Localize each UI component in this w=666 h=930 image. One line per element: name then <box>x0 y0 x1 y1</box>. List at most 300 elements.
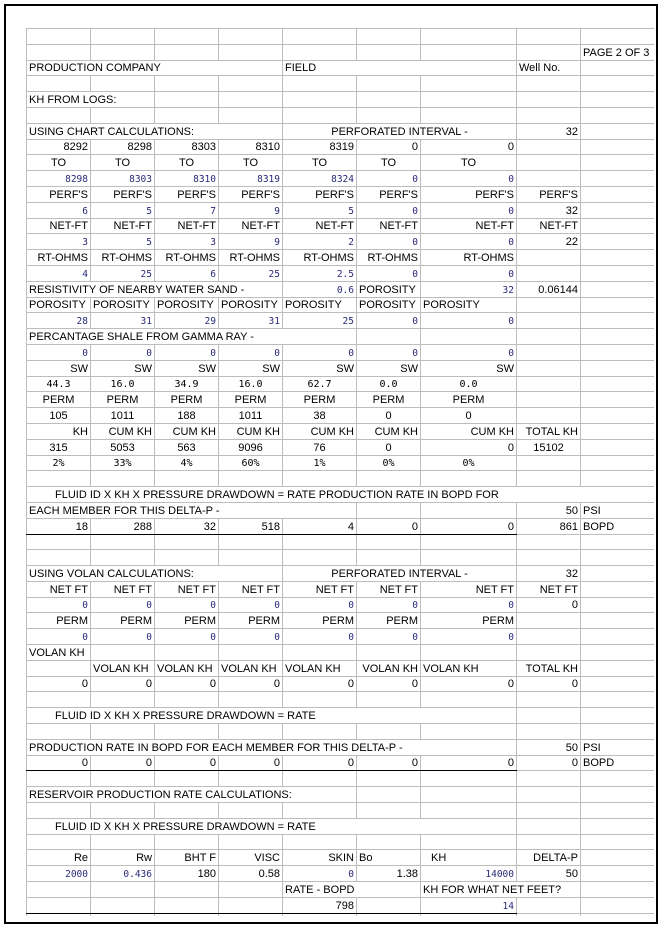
perfs-label: PERF'S <box>517 186 581 202</box>
volan-kh-value: 0 <box>357 676 421 692</box>
delta-p-value: 50 <box>517 866 581 882</box>
perfs-total: 32 <box>517 202 581 218</box>
perm-label: PERM <box>27 392 91 408</box>
perm-label: PERM <box>357 392 421 408</box>
volan-kh-value: 0 <box>283 676 357 692</box>
porosity-input[interactable]: 31 <box>91 313 155 329</box>
sw-label: SW <box>219 360 283 376</box>
row <box>27 250 655 266</box>
row <box>27 281 655 297</box>
to-label: TO <box>219 155 283 171</box>
volan-kh-label: VOLAN KH <box>421 660 517 676</box>
netft-label: NET-FT <box>27 218 91 234</box>
row <box>27 60 655 76</box>
rate-bopd-label: RATE - BOPD <box>283 882 421 898</box>
volan-netft-label: NET FT <box>421 581 517 597</box>
row <box>27 186 655 202</box>
row <box>27 850 655 866</box>
well-label: Well No. <box>517 60 581 76</box>
rt-input[interactable]: 25 <box>219 265 283 281</box>
volan-netft-label: NET FT <box>357 581 421 597</box>
porosity-input[interactable]: 29 <box>155 313 219 329</box>
net-feet-input[interactable]: 14 <box>421 897 517 913</box>
row <box>27 234 655 250</box>
kh-value: 9096 <box>219 439 283 455</box>
row <box>27 771 655 787</box>
row <box>27 123 655 139</box>
rate-value: 18 <box>27 518 91 534</box>
kh-value: 0 <box>421 439 517 455</box>
volan-netft-label: NET FT <box>27 581 91 597</box>
perfs-label: PERF'S <box>357 186 421 202</box>
porosity-label: POROSITY <box>357 281 421 297</box>
shale-input[interactable]: 0 <box>155 344 219 360</box>
porosity-label: POROSITY <box>27 297 91 313</box>
perm-value: 1011 <box>91 408 155 424</box>
volan-netft-input[interactable]: 0 <box>357 597 421 613</box>
row <box>27 692 655 708</box>
volan-netft-label: NET FT <box>155 581 219 597</box>
kh-value: 76 <box>283 439 357 455</box>
perfs-label: PERF'S <box>283 186 357 202</box>
row <box>27 739 655 755</box>
sw-value: 16.0 <box>91 376 155 392</box>
row <box>27 139 655 155</box>
netft-label: NET-FT <box>421 218 517 234</box>
kh-label: KH <box>27 423 91 439</box>
row <box>27 423 655 439</box>
volan-rate-value: 0 <box>283 755 357 771</box>
volan-kh-total: 0 <box>517 676 581 692</box>
porosity-input[interactable]: 31 <box>219 313 283 329</box>
perfs-label: PERF'S <box>421 186 517 202</box>
volan-section-title: USING VOLAN CALCULATIONS: <box>27 566 283 582</box>
top-depth: 8292 <box>27 139 91 155</box>
visc-value: 0.58 <box>219 866 283 882</box>
kh-percent: 0% <box>357 455 421 471</box>
volan-perm-label: PERM <box>421 613 517 629</box>
row <box>27 502 655 518</box>
netft-input[interactable]: 5 <box>91 234 155 250</box>
perm-value: 105 <box>27 408 91 424</box>
row <box>27 218 655 234</box>
rt-input[interactable]: 2.5 <box>283 265 357 281</box>
perfs-input[interactable]: 6 <box>27 202 91 218</box>
volan-netft-label: NET FT <box>219 581 283 597</box>
kh-value: 5053 <box>91 439 155 455</box>
netft-input[interactable]: 2 <box>283 234 357 250</box>
water-sand-input[interactable]: 0.6 <box>283 281 357 297</box>
to-label: TO <box>155 155 219 171</box>
netft-total: 22 <box>517 234 581 250</box>
porosity-input[interactable]: 25 <box>283 313 357 329</box>
shale-input[interactable]: 0 <box>357 344 421 360</box>
perm-value: 1011 <box>219 408 283 424</box>
re-label: Re <box>27 850 91 866</box>
bo-value: 1.38 <box>357 866 421 882</box>
to-label: TO <box>421 155 517 171</box>
cumkh-label: CUM KH <box>421 423 517 439</box>
row <box>27 471 655 487</box>
perfs-input[interactable]: 5 <box>91 202 155 218</box>
perm-value: 0 <box>357 408 421 424</box>
row <box>27 787 655 803</box>
volan-netft-label: NET FT <box>91 581 155 597</box>
cumkh-label: CUM KH <box>91 423 155 439</box>
bottom-depth-input[interactable]: 0 <box>357 171 421 187</box>
volan-perf-interval-value: 32 <box>517 566 581 582</box>
rt-input[interactable]: 6 <box>155 265 219 281</box>
row <box>27 629 655 645</box>
volan-kh-value: 0 <box>219 676 283 692</box>
row <box>27 897 655 913</box>
sw-label: SW <box>27 360 91 376</box>
netft-label: NET-FT <box>283 218 357 234</box>
row <box>27 171 655 187</box>
volan-rate-value: 0 <box>27 755 91 771</box>
volan-kh-label: VOLAN KH <box>27 645 91 661</box>
volan-kh-label: VOLAN KH <box>91 660 155 676</box>
porosity-input[interactable]: 0 <box>421 313 517 329</box>
row <box>27 834 655 850</box>
row <box>27 92 655 108</box>
row <box>27 518 655 534</box>
volan-kh-value: 0 <box>155 676 219 692</box>
netft-label: NET-FT <box>357 218 421 234</box>
porosity-label: POROSITY <box>155 297 219 313</box>
rt-label: RT-OHMS <box>155 250 219 266</box>
volan-netft-total: 0 <box>517 597 581 613</box>
netft-label: NET-FT <box>219 218 283 234</box>
sw-label: SW <box>357 360 421 376</box>
rate-value: 288 <box>91 518 155 534</box>
delta-p-label: EACH MEMBER FOR THIS DELTA-P - <box>27 502 357 518</box>
perf-interval-label: PERFORATED INTERVAL - <box>283 123 517 139</box>
sw-label: SW <box>91 360 155 376</box>
shale-input[interactable]: 0 <box>27 344 91 360</box>
rw-input[interactable]: 0.436 <box>91 866 155 882</box>
company-label: PRODUCTION COMPANY <box>27 60 283 76</box>
porosity-total-input[interactable]: 32 <box>421 281 517 297</box>
net-feet-label: KH FOR WHAT NET FEET? <box>421 882 581 898</box>
kh-input[interactable]: 14000 <box>421 866 517 882</box>
to-label: TO <box>27 155 91 171</box>
visc-label: VISC <box>219 850 283 866</box>
bottom-depth-input[interactable]: 8324 <box>283 171 357 187</box>
volan-perm-label: PERM <box>219 613 283 629</box>
volan-kh-value: 0 <box>421 676 517 692</box>
row <box>27 866 655 882</box>
volan-perm-input[interactable]: 0 <box>421 629 517 645</box>
delta-p-value: 50 <box>517 502 581 518</box>
sw-value: 34.9 <box>155 376 219 392</box>
sw-value: 44.3 <box>27 376 91 392</box>
page-number: PAGE 2 OF 3 <box>581 44 655 60</box>
bottom-depth-input[interactable]: 8298 <box>27 171 91 187</box>
rt-label: RT-OHMS <box>421 250 517 266</box>
bht-value: 180 <box>155 866 219 882</box>
volan-perm-input[interactable]: 0 <box>155 629 219 645</box>
netft-label: NET-FT <box>155 218 219 234</box>
perfs-input[interactable]: 9 <box>219 202 283 218</box>
volan-kh-value: 0 <box>27 676 91 692</box>
volan-bopd-unit: BOPD <box>581 755 655 771</box>
volan-netft-label: NET FT <box>517 581 581 597</box>
volan-perm-input[interactable]: 0 <box>91 629 155 645</box>
row <box>27 44 655 60</box>
volan-delta-p: 50 <box>517 739 581 755</box>
row <box>27 297 655 313</box>
top-depth: 0 <box>421 139 517 155</box>
bopd-unit: BOPD <box>581 518 655 534</box>
reservoir-section-title: RESERVOIR PRODUCTION RATE CALCULATIONS: <box>27 787 357 803</box>
netft-input[interactable]: 3 <box>155 234 219 250</box>
row <box>27 660 655 676</box>
psi-unit: PSI <box>581 502 655 518</box>
row <box>27 613 655 629</box>
volan-netft-label: NET FT <box>283 581 357 597</box>
page-frame <box>4 4 658 924</box>
row <box>27 76 655 92</box>
volan-psi-unit: PSI <box>581 739 655 755</box>
perfs-input[interactable]: 0 <box>421 202 517 218</box>
volan-perm-label: PERM <box>357 613 421 629</box>
rate-value: 518 <box>219 518 283 534</box>
sw-value: 62.7 <box>283 376 357 392</box>
perf-interval-value: 32 <box>517 123 581 139</box>
volan-perm-input[interactable]: 0 <box>357 629 421 645</box>
volan-rate-total: 0 <box>517 755 581 771</box>
volan-netft-input[interactable]: 0 <box>283 597 357 613</box>
row <box>27 913 655 916</box>
water-sand-label: RESISTIVITY OF NEARBY WATER SAND - <box>27 281 283 297</box>
row <box>27 724 655 740</box>
bo-label: Bo <box>357 850 421 866</box>
re-input[interactable]: 2000 <box>27 866 91 882</box>
chart-section-title: USING CHART CALCULATIONS: <box>27 123 283 139</box>
volan-kh-label: VOLAN KH <box>219 660 283 676</box>
rt-input[interactable]: 25 <box>91 265 155 281</box>
rate-total: 861 <box>517 518 581 534</box>
rate-bopd-value: 798 <box>283 897 357 913</box>
row <box>27 376 655 392</box>
volan-perm-input[interactable]: 0 <box>283 629 357 645</box>
row <box>27 202 655 218</box>
perfs-label: PERF'S <box>219 186 283 202</box>
kh-percent: 2% <box>27 455 91 471</box>
top-depth: 8319 <box>283 139 357 155</box>
kh-percent: 4% <box>155 455 219 471</box>
row <box>27 534 655 550</box>
kh-label: KH <box>421 850 517 866</box>
row <box>27 107 655 123</box>
perm-label: PERM <box>155 392 219 408</box>
perfs-input[interactable]: 5 <box>283 202 357 218</box>
porosity-label: POROSITY <box>91 297 155 313</box>
kh-percent: 0% <box>421 455 517 471</box>
cumkh-label: CUM KH <box>155 423 219 439</box>
row <box>27 408 655 424</box>
row <box>27 155 655 171</box>
calc-table <box>26 28 654 916</box>
rate-value: 0 <box>357 518 421 534</box>
bottom-depth-input[interactable]: 8319 <box>219 171 283 187</box>
rt-input[interactable]: 0 <box>357 265 421 281</box>
row <box>27 360 655 376</box>
row <box>27 566 655 582</box>
kh-value: 563 <box>155 439 219 455</box>
skin-label: SKIN <box>283 850 357 866</box>
porosity-label: POROSITY <box>219 297 283 313</box>
sw-value: 0.0 <box>421 376 517 392</box>
perm-value: 38 <box>283 408 357 424</box>
porosity-fraction: 0.06144 <box>517 281 581 297</box>
perm-label: PERM <box>219 392 283 408</box>
volan-perm-label: PERM <box>27 613 91 629</box>
cumkh-label: CUM KH <box>283 423 357 439</box>
row <box>27 676 655 692</box>
row <box>27 329 655 345</box>
row <box>27 487 655 503</box>
porosity-label: POROSITY <box>421 297 517 313</box>
volan-perm-input[interactable]: 0 <box>27 629 91 645</box>
rt-label: RT-OHMS <box>219 250 283 266</box>
cumkh-label: CUM KH <box>219 423 283 439</box>
shale-input[interactable]: 0 <box>219 344 283 360</box>
to-label: TO <box>357 155 421 171</box>
row <box>27 344 655 360</box>
perfs-label: PERF'S <box>91 186 155 202</box>
kh-percent: 33% <box>91 455 155 471</box>
rate-value: 0 <box>421 518 517 534</box>
to-label: TO <box>283 155 357 171</box>
perfs-input[interactable]: 0 <box>357 202 421 218</box>
rt-label: RT-OHMS <box>27 250 91 266</box>
volan-fluid-line: FLUID ID X KH X PRESSURE DRAWDOWN = RATE <box>27 708 517 724</box>
row <box>27 597 655 613</box>
shale-label: PERCANTAGE SHALE FROM GAMMA RAY - <box>27 329 357 345</box>
row <box>27 455 655 471</box>
sw-label: SW <box>421 360 517 376</box>
rt-input[interactable]: 4 <box>27 265 91 281</box>
volan-perm-label: PERM <box>155 613 219 629</box>
porosity-input[interactable]: 28 <box>27 313 91 329</box>
volan-perf-interval-label: PERFORATED INTERVAL - <box>283 566 517 582</box>
bottom-depth-input[interactable]: 8310 <box>155 171 219 187</box>
fluid-rate-line: FLUID ID X KH X PRESSURE DRAWDOWN = RATE PRODUCTION RATE IN BOPD FOR <box>27 487 655 503</box>
sw-value: 0.0 <box>357 376 421 392</box>
netft-input[interactable]: 0 <box>421 234 517 250</box>
volan-netft-input[interactable]: 0 <box>155 597 219 613</box>
volan-netft-input[interactable]: 0 <box>421 597 517 613</box>
volan-rate-value: 0 <box>421 755 517 771</box>
rt-input[interactable]: 0 <box>421 265 517 281</box>
spreadsheet <box>26 28 654 916</box>
volan-perm-label: PERM <box>283 613 357 629</box>
top-depth: 8298 <box>91 139 155 155</box>
porosity-input[interactable]: 0 <box>357 313 421 329</box>
volan-kh-label: VOLAN KH <box>155 660 219 676</box>
sw-label: SW <box>283 360 357 376</box>
shale-input[interactable]: 0 <box>91 344 155 360</box>
volan-netft-input[interactable]: 0 <box>91 597 155 613</box>
row <box>27 818 655 834</box>
skin-input[interactable]: 0 <box>283 866 357 882</box>
volan-perm-input[interactable]: 0 <box>219 629 283 645</box>
perm-value: 0 <box>421 408 517 424</box>
volan-kh-label: VOLAN KH <box>357 660 421 676</box>
cumkh-label: CUM KH <box>357 423 421 439</box>
row <box>27 265 655 281</box>
bottom-depth-input[interactable]: 8303 <box>91 171 155 187</box>
bht-label: BHT F <box>155 850 219 866</box>
row <box>27 645 655 661</box>
volan-kh-label: VOLAN KH <box>283 660 357 676</box>
kh-percent: 60% <box>219 455 283 471</box>
reservoir-fluid-line: FLUID ID X KH X PRESSURE DRAWDOWN = RATE <box>27 818 517 834</box>
rw-label: Rw <box>91 850 155 866</box>
perm-label: PERM <box>91 392 155 408</box>
row <box>27 755 655 771</box>
volan-rate-value: 0 <box>357 755 421 771</box>
kh-value: 0 <box>357 439 421 455</box>
porosity-label: POROSITY <box>357 297 421 313</box>
volan-netft-input[interactable]: 0 <box>27 597 91 613</box>
delta-p-label: DELTA-P <box>517 850 581 866</box>
volan-rate-value: 0 <box>91 755 155 771</box>
netft-input[interactable]: 0 <box>357 234 421 250</box>
volan-perm-label: PERM <box>91 613 155 629</box>
rt-label: RT-OHMS <box>91 250 155 266</box>
netft-label: NET-FT <box>517 218 581 234</box>
row <box>27 803 655 819</box>
netft-label: NET-FT <box>91 218 155 234</box>
field-label: FIELD <box>283 60 517 76</box>
rate-value: 32 <box>155 518 219 534</box>
shale-input[interactable]: 0 <box>421 344 517 360</box>
kh-from-logs-label: KH FROM LOGS: <box>27 92 155 108</box>
row <box>27 313 655 329</box>
perfs-input[interactable]: 7 <box>155 202 219 218</box>
kh-percent: 1% <box>283 455 357 471</box>
perm-value: 188 <box>155 408 219 424</box>
perm-label: PERM <box>283 392 357 408</box>
row <box>27 581 655 597</box>
sw-label: SW <box>155 360 219 376</box>
porosity-label: POROSITY <box>283 297 357 313</box>
netft-input[interactable]: 9 <box>219 234 283 250</box>
volan-totalkh-label: TOTAL KH <box>517 660 581 676</box>
rt-label: RT-OHMS <box>357 250 421 266</box>
row <box>27 29 655 45</box>
netft-input[interactable]: 3 <box>27 234 91 250</box>
kh-value: 315 <box>27 439 91 455</box>
kh-total: 15102 <box>517 439 581 455</box>
rate-value: 4 <box>283 518 357 534</box>
row <box>27 550 655 566</box>
volan-netft-input[interactable]: 0 <box>219 597 283 613</box>
top-depth: 8303 <box>155 139 219 155</box>
rt-label: RT-OHMS <box>283 250 357 266</box>
shale-input[interactable]: 0 <box>283 344 357 360</box>
perm-label: PERM <box>421 392 517 408</box>
bottom-depth-input[interactable]: 0 <box>421 171 517 187</box>
volan-rate-value: 0 <box>155 755 219 771</box>
top-depth: 0 <box>357 139 421 155</box>
sw-value: 16.0 <box>219 376 283 392</box>
row <box>27 439 655 455</box>
perfs-label: PERF'S <box>155 186 219 202</box>
